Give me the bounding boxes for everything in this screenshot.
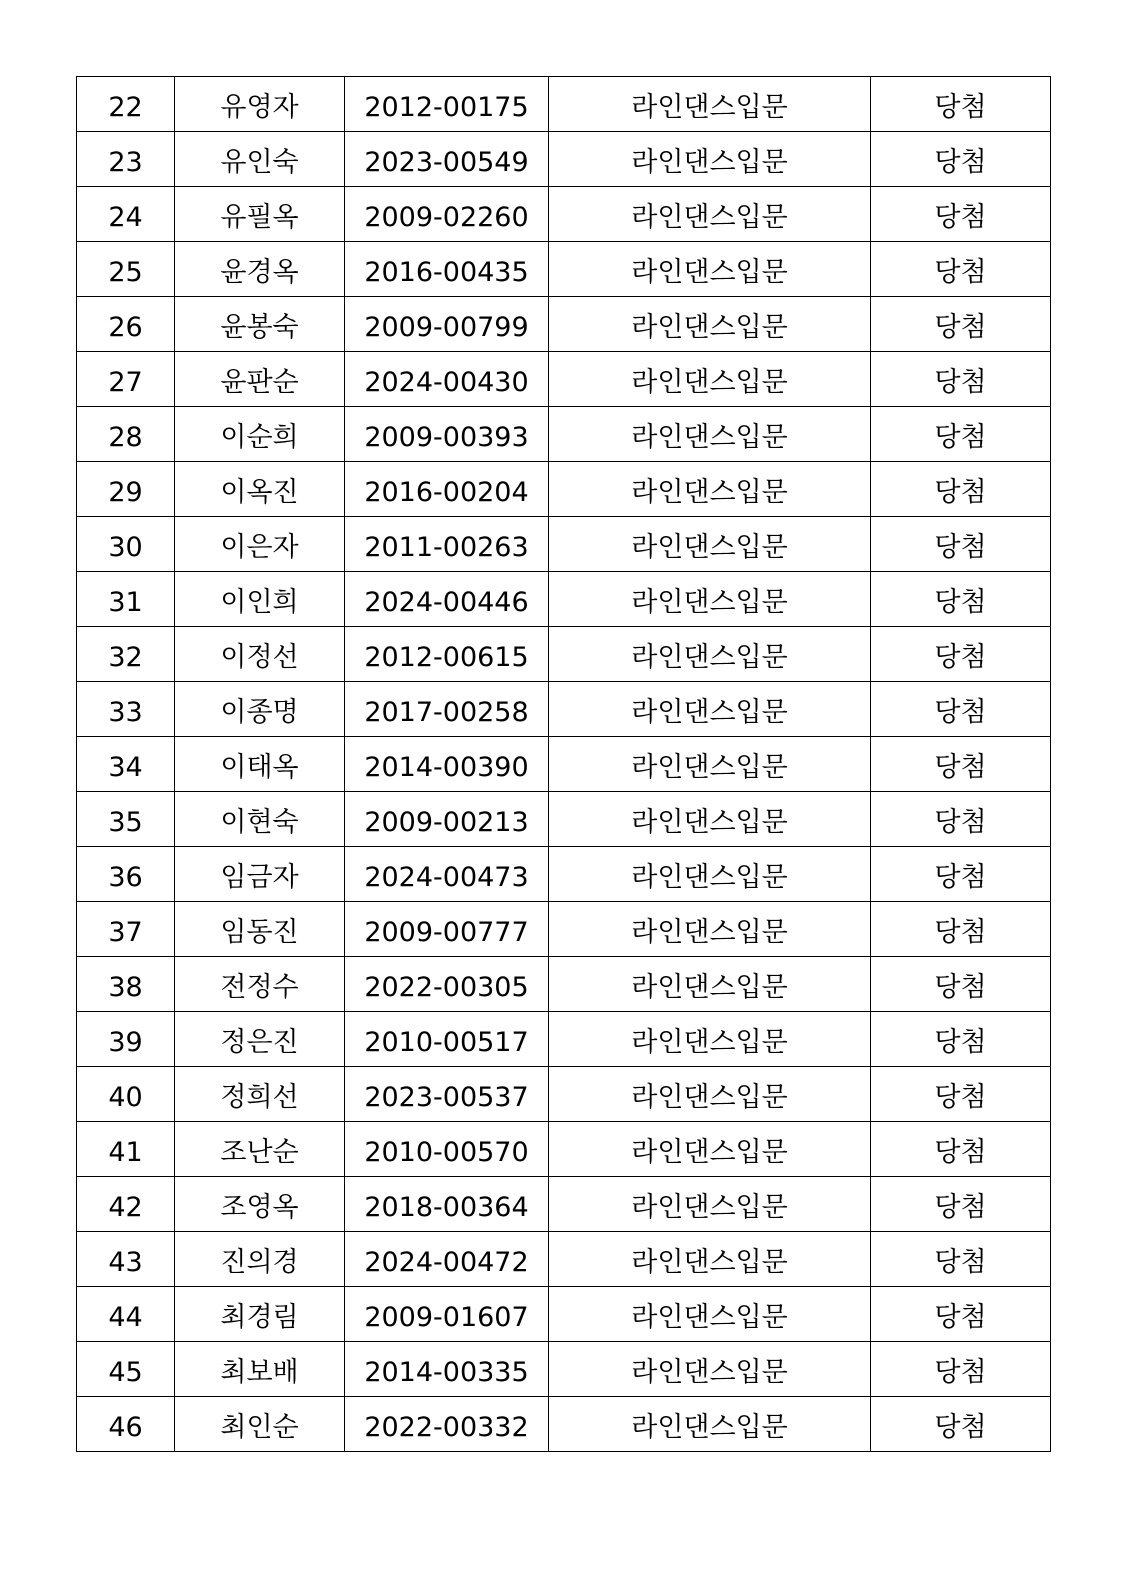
name-cell: 이인희: [175, 572, 345, 627]
member-id-cell: 2022-00305: [345, 957, 549, 1012]
name-cell: 이태옥: [175, 737, 345, 792]
table-row: [77, 1342, 1051, 1397]
member-id-cell: 2024-00446: [345, 572, 549, 627]
name-cell: 유필옥: [175, 187, 345, 242]
table-row: [77, 132, 1051, 187]
result-cell: 당첨: [871, 1067, 1051, 1122]
result-cell: 당첨: [871, 407, 1051, 462]
result-cell: 당첨: [871, 957, 1051, 1012]
member-id-cell: 2012-00615: [345, 627, 549, 682]
course-cell: 라인댄스입문: [549, 297, 871, 352]
table-row: [77, 297, 1051, 352]
member-id-cell: 2024-00430: [345, 352, 549, 407]
course-cell: 라인댄스입문: [549, 1342, 871, 1397]
course-cell: 라인댄스입문: [549, 957, 871, 1012]
name-cell: 최인순: [175, 1397, 345, 1452]
name-cell: 임동진: [175, 902, 345, 957]
member-id-cell: 2009-00777: [345, 902, 549, 957]
course-cell: 라인댄스입문: [549, 847, 871, 902]
result-cell: 당첨: [871, 1012, 1051, 1067]
name-cell: 정은진: [175, 1012, 345, 1067]
table-row: [77, 517, 1051, 572]
course-cell: 라인댄스입문: [549, 1067, 871, 1122]
table-body: [77, 77, 1051, 1452]
course-cell: 라인댄스입문: [549, 572, 871, 627]
result-cell: 당첨: [871, 517, 1051, 572]
row-number-cell: 33: [77, 682, 175, 737]
name-cell: 이순희: [175, 407, 345, 462]
name-cell: 정희선: [175, 1067, 345, 1122]
table-row: [77, 792, 1051, 847]
member-id-cell: 2009-02260: [345, 187, 549, 242]
result-cell: 당첨: [871, 187, 1051, 242]
member-id-cell: 2016-00435: [345, 242, 549, 297]
course-cell: 라인댄스입문: [549, 242, 871, 297]
member-id-cell: 2012-00175: [345, 77, 549, 132]
row-number-cell: 30: [77, 517, 175, 572]
name-cell: 조영옥: [175, 1177, 345, 1232]
row-number-cell: 46: [77, 1397, 175, 1452]
course-cell: 라인댄스입문: [549, 1122, 871, 1177]
table-row: [77, 682, 1051, 737]
member-id-cell: 2018-00364: [345, 1177, 549, 1232]
result-cell: 당첨: [871, 1287, 1051, 1342]
table-row: [77, 902, 1051, 957]
row-number-cell: 43: [77, 1232, 175, 1287]
member-id-cell: 2014-00335: [345, 1342, 549, 1397]
name-cell: 최보배: [175, 1342, 345, 1397]
course-cell: 라인댄스입문: [549, 517, 871, 572]
member-id-cell: 2009-00799: [345, 297, 549, 352]
result-cell: 당첨: [871, 1177, 1051, 1232]
name-cell: 윤판순: [175, 352, 345, 407]
table-row: [77, 462, 1051, 517]
member-id-cell: 2009-01607: [345, 1287, 549, 1342]
member-id-cell: 2014-00390: [345, 737, 549, 792]
row-number-cell: 22: [77, 77, 175, 132]
table-row: [77, 957, 1051, 1012]
course-cell: 라인댄스입문: [549, 1177, 871, 1232]
lottery-result-table: [76, 76, 1051, 1452]
table-row: [77, 1287, 1051, 1342]
row-number-cell: 41: [77, 1122, 175, 1177]
row-number-cell: 38: [77, 957, 175, 1012]
row-number-cell: 31: [77, 572, 175, 627]
result-cell: 당첨: [871, 572, 1051, 627]
table-row: [77, 1122, 1051, 1177]
row-number-cell: 44: [77, 1287, 175, 1342]
course-cell: 라인댄스입문: [549, 1232, 871, 1287]
member-id-cell: 2022-00332: [345, 1397, 549, 1452]
member-id-cell: 2017-00258: [345, 682, 549, 737]
result-cell: 당첨: [871, 462, 1051, 517]
course-cell: 라인댄스입문: [549, 407, 871, 462]
member-id-cell: 2011-00263: [345, 517, 549, 572]
result-cell: 당첨: [871, 627, 1051, 682]
member-id-cell: 2010-00517: [345, 1012, 549, 1067]
name-cell: 이종명: [175, 682, 345, 737]
table-row: [77, 1067, 1051, 1122]
row-number-cell: 26: [77, 297, 175, 352]
course-cell: 라인댄스입문: [549, 792, 871, 847]
result-cell: 당첨: [871, 1397, 1051, 1452]
row-number-cell: 32: [77, 627, 175, 682]
name-cell: 조난순: [175, 1122, 345, 1177]
course-cell: 라인댄스입문: [549, 682, 871, 737]
row-number-cell: 42: [77, 1177, 175, 1232]
member-id-cell: 2016-00204: [345, 462, 549, 517]
name-cell: 이옥진: [175, 462, 345, 517]
table-row: [77, 187, 1051, 242]
table-row: [77, 1012, 1051, 1067]
table-row: [77, 737, 1051, 792]
course-cell: 라인댄스입문: [549, 627, 871, 682]
table-row: [77, 847, 1051, 902]
row-number-cell: 40: [77, 1067, 175, 1122]
result-cell: 당첨: [871, 132, 1051, 187]
table-row: [77, 242, 1051, 297]
member-id-cell: 2023-00537: [345, 1067, 549, 1122]
result-cell: 당첨: [871, 902, 1051, 957]
course-cell: 라인댄스입문: [549, 352, 871, 407]
table-row: [77, 1177, 1051, 1232]
name-cell: 이은자: [175, 517, 345, 572]
result-cell: 당첨: [871, 1342, 1051, 1397]
result-cell: 당첨: [871, 682, 1051, 737]
course-cell: 라인댄스입문: [549, 1397, 871, 1452]
row-number-cell: 27: [77, 352, 175, 407]
member-id-cell: 2024-00473: [345, 847, 549, 902]
member-id-cell: 2009-00393: [345, 407, 549, 462]
row-number-cell: 45: [77, 1342, 175, 1397]
document-page: [76, 76, 1050, 1452]
name-cell: 최경림: [175, 1287, 345, 1342]
name-cell: 전정수: [175, 957, 345, 1012]
result-cell: 당첨: [871, 792, 1051, 847]
table-row: [77, 627, 1051, 682]
name-cell: 유영자: [175, 77, 345, 132]
member-id-cell: 2010-00570: [345, 1122, 549, 1177]
row-number-cell: 39: [77, 1012, 175, 1067]
name-cell: 윤경옥: [175, 242, 345, 297]
table-row: [77, 352, 1051, 407]
member-id-cell: 2023-00549: [345, 132, 549, 187]
course-cell: 라인댄스입문: [549, 1012, 871, 1067]
table-row: [77, 1397, 1051, 1452]
result-cell: 당첨: [871, 1232, 1051, 1287]
row-number-cell: 34: [77, 737, 175, 792]
row-number-cell: 28: [77, 407, 175, 462]
table-row: [77, 77, 1051, 132]
name-cell: 이정선: [175, 627, 345, 682]
row-number-cell: 35: [77, 792, 175, 847]
result-cell: 당첨: [871, 1122, 1051, 1177]
name-cell: 윤봉숙: [175, 297, 345, 352]
row-number-cell: 25: [77, 242, 175, 297]
row-number-cell: 29: [77, 462, 175, 517]
result-cell: 당첨: [871, 352, 1051, 407]
row-number-cell: 36: [77, 847, 175, 902]
course-cell: 라인댄스입문: [549, 1287, 871, 1342]
course-cell: 라인댄스입문: [549, 902, 871, 957]
course-cell: 라인댄스입문: [549, 77, 871, 132]
result-cell: 당첨: [871, 297, 1051, 352]
result-cell: 당첨: [871, 737, 1051, 792]
row-number-cell: 23: [77, 132, 175, 187]
table-row: [77, 572, 1051, 627]
course-cell: 라인댄스입문: [549, 737, 871, 792]
name-cell: 진의경: [175, 1232, 345, 1287]
course-cell: 라인댄스입문: [549, 462, 871, 517]
table-row: [77, 1232, 1051, 1287]
course-cell: 라인댄스입문: [549, 187, 871, 242]
row-number-cell: 24: [77, 187, 175, 242]
result-cell: 당첨: [871, 77, 1051, 132]
name-cell: 임금자: [175, 847, 345, 902]
result-cell: 당첨: [871, 847, 1051, 902]
course-cell: 라인댄스입문: [549, 132, 871, 187]
member-id-cell: 2009-00213: [345, 792, 549, 847]
name-cell: 이현숙: [175, 792, 345, 847]
member-id-cell: 2024-00472: [345, 1232, 549, 1287]
name-cell: 유인숙: [175, 132, 345, 187]
row-number-cell: 37: [77, 902, 175, 957]
table-row: [77, 407, 1051, 462]
result-cell: 당첨: [871, 242, 1051, 297]
